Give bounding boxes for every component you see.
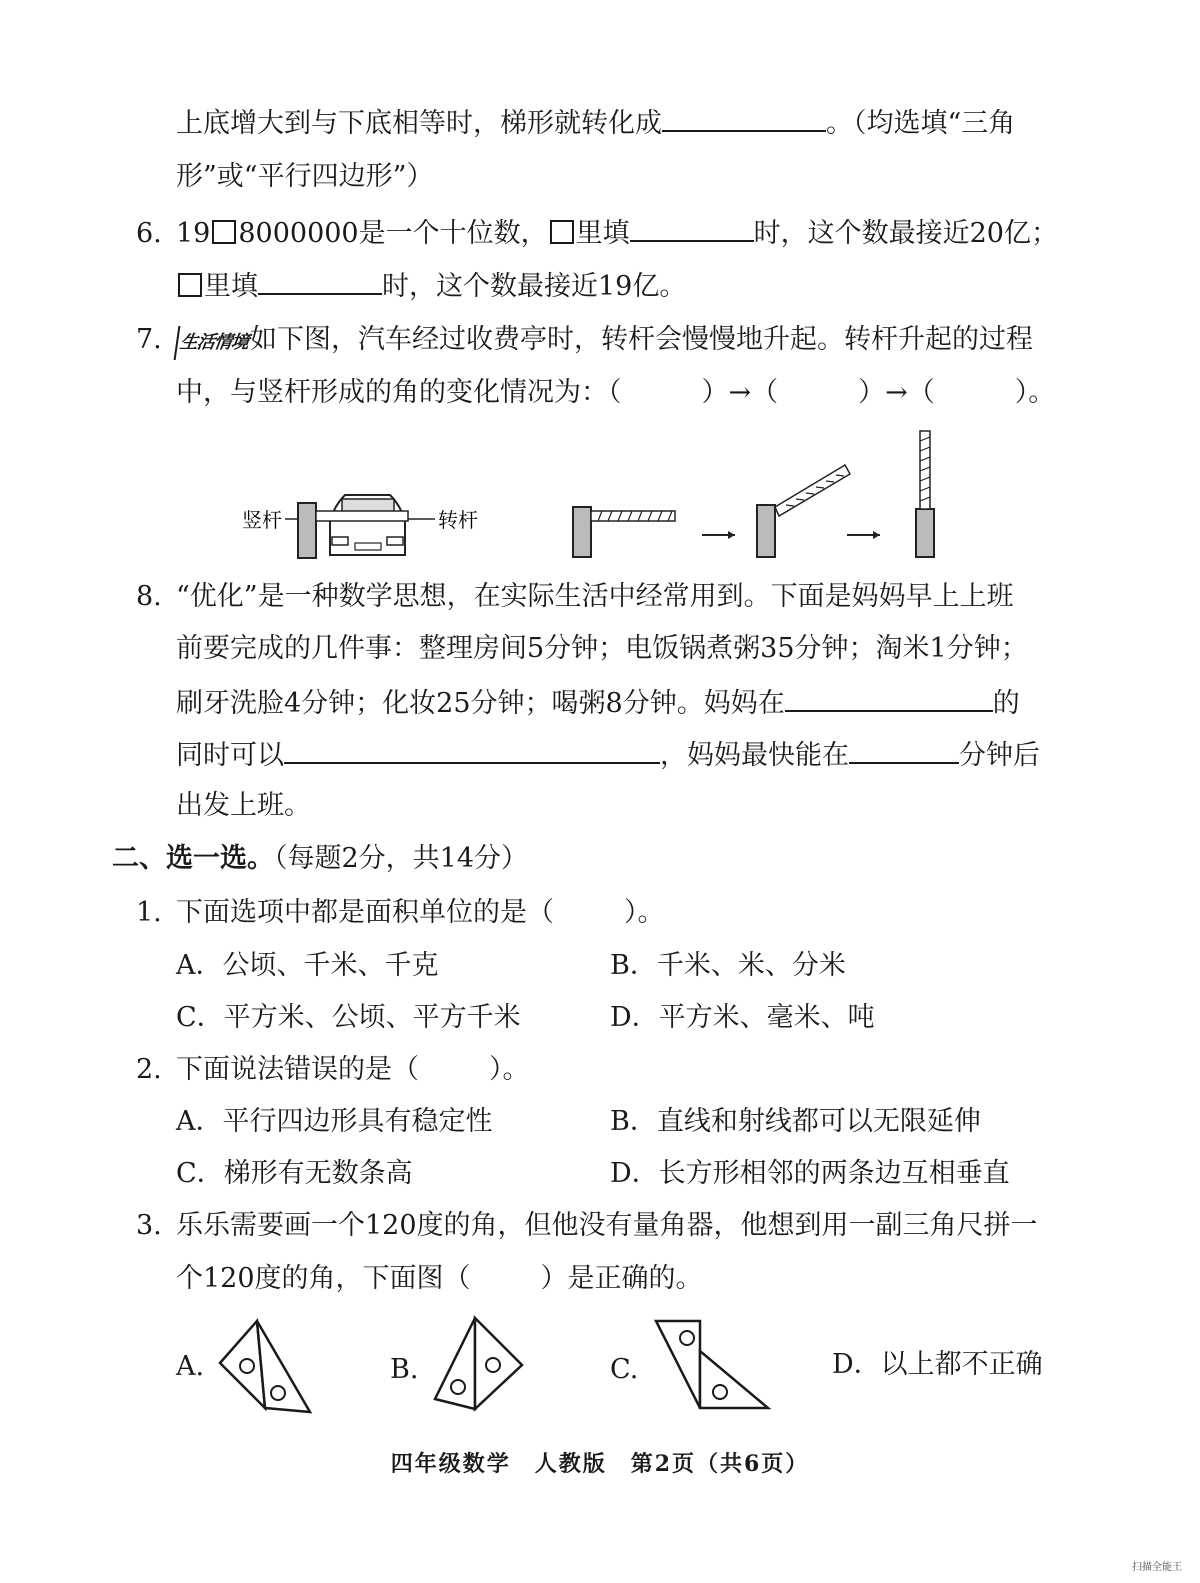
q7-number: 7. <box>136 324 162 355</box>
q6-text: 时，这个数最接近20亿； <box>753 218 1058 249</box>
square-box-icon <box>212 220 236 244</box>
q8-text: ，妈妈最快能在 <box>660 740 849 771</box>
q7-text: 如下图，汽车经过收费亭时，转杆会慢慢地升起。转杆升起的过程 <box>250 324 1033 355</box>
c3-text: ）是正确的。 <box>540 1263 703 1294</box>
c1-text: 下面选项中都是面积单位的是（ <box>176 897 554 928</box>
q5-line1 <box>176 104 1015 141</box>
q8-text: 刷牙洗脸4分钟；化妆25分钟；喝粥8分钟。妈妈在 <box>176 688 785 719</box>
ruler-hole-icon <box>680 1331 694 1345</box>
c1-stem <box>136 896 665 930</box>
q8-line2: 前要完成的几件事：整理房间5分钟；电饭锅煮粥35分钟；淘米1分钟； <box>176 633 1028 664</box>
q8-line3 <box>176 684 1020 721</box>
q8-line4 <box>176 736 1040 773</box>
c3-number: 3. <box>136 1210 162 1241</box>
q7-text: 中，与竖杆形成的角的变化情况为：（ <box>176 377 622 408</box>
page-footer: 四年级数学 人教版 第2页（共6页） <box>390 1451 810 1477</box>
c3-option-d[interactable]: D．以上都不正确 <box>832 1349 1043 1380</box>
section-title: 二、选一选。 <box>112 843 274 874</box>
vertical-post <box>298 503 316 558</box>
option-c-triangles[interactable] <box>650 1316 775 1416</box>
post-icon <box>573 507 591 557</box>
q6-blank-2[interactable] <box>258 267 382 295</box>
q7-text: ）。 <box>1014 377 1056 408</box>
ruler-hole-icon <box>451 1380 465 1394</box>
c3-text: 个120度的角，下面图（ <box>176 1263 471 1294</box>
c3-option-a-label[interactable]: A. <box>176 1351 205 1382</box>
c1-option-b[interactable]: B．千米、米、分米 <box>610 950 846 981</box>
square-box-icon <box>550 220 574 244</box>
c1-number: 1. <box>136 897 162 928</box>
barrier-bar <box>316 511 408 521</box>
q6-blank-1[interactable] <box>630 214 754 242</box>
option-b-triangles[interactable] <box>430 1315 530 1420</box>
q7-text: ）→（ <box>701 377 779 408</box>
q7-figure <box>230 425 950 565</box>
c2-option-c[interactable]: C．梯形有无数条高 <box>176 1158 413 1189</box>
c3-line1 <box>136 1209 1038 1243</box>
q8-text: 同时可以 <box>176 740 284 771</box>
q7-text: ）→（ <box>858 377 935 408</box>
q5-answer-blank[interactable] <box>662 104 826 132</box>
square-box-icon <box>178 273 202 297</box>
q6-text: 19 <box>176 218 211 249</box>
barrier-stage-angled <box>757 465 850 557</box>
triangle-ruler-icon <box>435 1318 475 1409</box>
q8-blank-1[interactable] <box>785 684 993 712</box>
q8-number: 8. <box>136 581 162 612</box>
q8-text: “优化”是一种数学思想，在实际生活中经常用到。下面是妈妈早上上班 <box>176 581 1014 612</box>
triangle-ruler-icon <box>700 1351 768 1408</box>
q6-line1 <box>136 214 1058 251</box>
q8-text: 的 <box>992 688 1020 719</box>
c3-line2 <box>176 1262 703 1296</box>
car-headlight-left <box>332 537 348 545</box>
q6-line2 <box>176 267 686 304</box>
q6-text: 里填 <box>204 271 258 302</box>
ruler-hole-icon <box>271 1386 285 1400</box>
c2-number: 2. <box>136 1054 162 1085</box>
c1-option-d[interactable]: D．平方米、毫米、吨 <box>610 1002 875 1033</box>
car-headlight-right <box>387 537 403 545</box>
q6-text: 8000000是一个十位数， <box>238 218 548 249</box>
ruler-hole-icon <box>486 1358 500 1372</box>
q8-blank-2[interactable] <box>284 736 660 764</box>
q6-number: 6. <box>136 218 162 249</box>
q6-text: 里填 <box>575 218 630 249</box>
q7-line1 <box>136 323 1033 360</box>
c1-option-a[interactable]: A．公顷、千米、千克 <box>176 950 439 981</box>
q5-line2: 形”或“平行四边形”） <box>176 161 434 192</box>
q8-text: 分钟后 <box>959 740 1040 771</box>
bar-icon <box>591 511 675 521</box>
option-a-triangles[interactable] <box>215 1318 315 1418</box>
ruler-hole-icon <box>713 1385 727 1399</box>
q8-line1 <box>136 580 1014 614</box>
c3-option-b-label[interactable]: B. <box>390 1354 419 1385</box>
q5-text: 。（均选填“三角 <box>826 108 1016 139</box>
c2-option-b[interactable]: B．直线和射线都可以无限延伸 <box>610 1106 981 1137</box>
barrier-stage-horizontal <box>573 507 675 557</box>
q7-line2 <box>176 376 1055 410</box>
c1-option-c[interactable]: C．平方米、公顷、平方千米 <box>176 1002 521 1033</box>
post-icon <box>916 509 934 557</box>
c2-text: 下面说法错误的是（ <box>176 1054 419 1085</box>
q6-text: 时，这个数最接近19亿。 <box>382 271 687 302</box>
bar-icon <box>775 465 850 516</box>
car-illustration <box>242 495 478 558</box>
ruler-hole-icon <box>240 1359 254 1373</box>
barrier-label: 转杆 <box>438 508 478 532</box>
scanner-watermark: 扫描全能王 <box>1132 1562 1182 1573</box>
car-plate <box>355 543 381 550</box>
c2-stem <box>136 1053 530 1087</box>
c2-option-a[interactable]: A．平行四边形具有稳定性 <box>176 1106 493 1137</box>
post-icon <box>757 505 775 557</box>
vertical-post-label: 竖杆 <box>242 508 282 532</box>
q8-line5: 出发上班。 <box>176 790 311 821</box>
c2-text: ）。 <box>489 1054 530 1085</box>
section-note: （每题2分，共14分） <box>274 843 529 874</box>
c3-text: 乐乐需要画一个120度的角，但他没有量角器，他想到用一副三角尺拼一 <box>176 1210 1038 1241</box>
section-2-heading <box>112 842 528 876</box>
c1-text: ）。 <box>624 897 665 928</box>
q5-text: 上底增大到与下底相等时，梯形就转化成 <box>176 108 662 139</box>
c2-option-d[interactable]: D．长方形相邻的两条边互相垂直 <box>610 1158 1010 1189</box>
c3-option-c-label[interactable]: C. <box>610 1354 639 1385</box>
q8-blank-3[interactable] <box>849 736 959 764</box>
life-context-tag: 生活情境 <box>174 326 253 360</box>
barrier-stage-vertical <box>916 431 934 557</box>
